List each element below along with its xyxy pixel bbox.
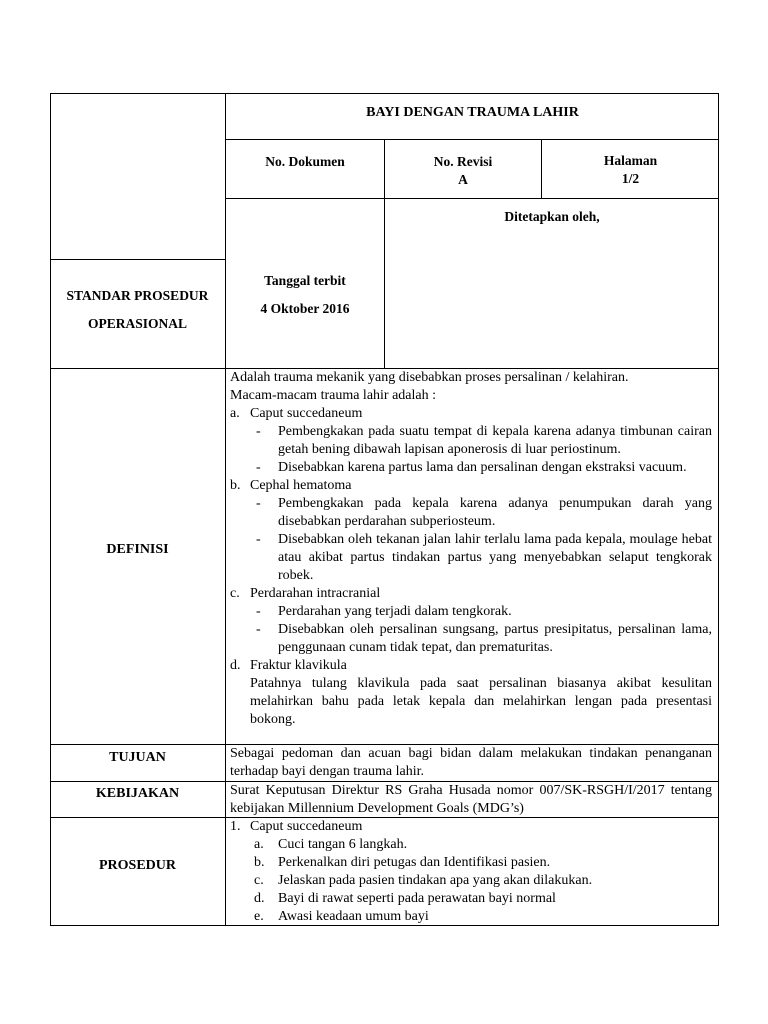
point-text: Disebabkan oleh tekanan jalan lahir terlalu lama pada kepala, moulage hebat atau akibat partus tindakan partus yang menyebabkan selaput tengkorak robek.	[278, 532, 712, 583]
definisi-intro-list: Macam-macam trauma lahir adalah :	[230, 388, 437, 403]
definisi-item-c	[230, 585, 712, 603]
ditetapkan-oleh: Ditetapkan oleh,	[504, 209, 600, 224]
dash-marker: -	[256, 604, 261, 619]
definisi-c-point	[230, 603, 712, 621]
spo-label	[50, 282, 225, 338]
prosedur-step	[230, 890, 712, 908]
definisi-c-point	[230, 621, 712, 657]
tujuan-content: Sebagai pedoman dan acuan bagi bidan dalam melakukan tindakan penanganan terhadap bayi dengan trauma lahir.	[230, 746, 712, 779]
step-text: Cuci tangan 6 langkah.	[278, 837, 408, 852]
halaman-label: Halaman	[603, 153, 658, 168]
dash-marker: -	[256, 622, 261, 637]
item-title: Cephal hematoma	[250, 478, 352, 493]
no-dokumen-label: No. Dokumen	[265, 154, 345, 169]
point-text: Disebabkan oleh persalinan sungsang, partus presipitatus, persalinan lama, penggunaan cunam tidak tepat, dan prematuritas.	[278, 622, 712, 655]
halaman	[542, 152, 719, 188]
step-text: Bayi di rawat seperti pada perawatan bayi normal	[278, 891, 556, 906]
item-title: Perdarahan intracranial	[250, 586, 381, 601]
definisi-item-d	[230, 657, 712, 675]
row-divider-docinfo	[225, 198, 719, 199]
definisi-b-point	[230, 531, 712, 585]
no-revisi-value: A	[458, 172, 468, 187]
definisi-item-a	[230, 405, 712, 423]
row-divider-logo	[50, 259, 225, 260]
prosedur-step	[230, 908, 712, 926]
step-marker: a.	[254, 837, 264, 852]
tanggal-terbit	[226, 267, 384, 323]
col-divider-left	[225, 93, 226, 926]
no-revisi	[385, 153, 541, 189]
step-text: Awasi keadaan umum bayi	[278, 909, 429, 924]
spo-label-line2: OPERASIONAL	[87, 316, 187, 331]
kebijakan-content: Surat Keputusan Direktur RS Graha Husada nomor 007/SK-RSGH/I/2017 tentang kebijakan Millennium Development Goals (MDG’s)	[230, 783, 712, 816]
tanggal-terbit-label: Tanggal terbit	[264, 273, 346, 288]
definisi-a-point	[230, 459, 712, 477]
definisi-a-point	[230, 423, 712, 459]
spo-label-line1: STANDAR PROSEDUR	[66, 288, 209, 303]
point-text: Perdarahan yang terjadi dalam tengkorak.	[278, 604, 512, 619]
item-title: Caput succedaneum	[250, 406, 363, 421]
halaman-value: 1/2	[621, 171, 640, 186]
no-revisi-label: No. Revisi	[433, 154, 493, 169]
step-marker: c.	[254, 873, 264, 888]
definisi-intro: Adalah trauma mekanik yang disebabkan proses persalinan / kelahiran.	[230, 370, 629, 385]
prosedur-label: PROSEDUR	[98, 858, 176, 873]
step-text: Jelaskan pada pasien tindakan apa yang akan dilakukan.	[278, 873, 593, 888]
definisi-b-point	[230, 495, 712, 531]
document-title: BAYI DENGAN TRAUMA LAHIR	[366, 105, 579, 120]
tujuan-label: TUJUAN	[109, 750, 166, 765]
dash-marker: -	[256, 532, 261, 547]
prosedur-content	[230, 818, 712, 926]
tanggal-terbit-value: 4 Oktober 2016	[260, 301, 350, 316]
definisi-item-b	[230, 477, 712, 495]
prosedur-step	[230, 836, 712, 854]
prosedur-item-1	[230, 818, 712, 836]
item-marker: 1.	[230, 819, 241, 834]
item-marker: d.	[230, 658, 241, 673]
step-marker: b.	[254, 855, 265, 870]
item-title: Fraktur klavikula	[250, 658, 347, 673]
prosedur-step	[230, 854, 712, 872]
step-text: Perkenalkan diri petugas dan Identifikasi pasien.	[278, 855, 551, 870]
definisi-d-text: Patahnya tulang klavikula pada saat persalinan biasanya akibat kesulitan melahirkan bahu pada letak kepala dan melahirkan lengan pada presentasi bokong.	[250, 676, 712, 727]
step-marker: e.	[254, 909, 264, 924]
point-text: Pembengkakan pada kepala karena adanya penumpukan darah yang disebabkan perdarahan subperiosteum.	[278, 496, 712, 529]
point-text: Disebabkan karena partus lama dan persalinan dengan ekstraksi vacuum.	[278, 460, 687, 475]
point-text: Pembengkakan pada suatu tempat di kepala karena adanya timbunan cairan getah bening dibawah lapisan aponerosis di luar periostinum.	[278, 424, 712, 457]
row-divider-title	[225, 139, 719, 140]
prosedur-step	[230, 872, 712, 890]
dash-marker: -	[256, 424, 261, 439]
kebijakan-label: KEBIJAKAN	[95, 786, 180, 801]
definisi-label: DEFINISI	[106, 542, 169, 557]
item-title: Caput succedaneum	[250, 819, 363, 834]
dash-marker: -	[256, 496, 261, 511]
step-marker: d.	[254, 891, 265, 906]
definisi-content	[230, 369, 712, 729]
dash-marker: -	[256, 460, 261, 475]
item-marker: a.	[230, 406, 240, 421]
item-marker: c.	[230, 586, 240, 601]
item-marker: b.	[230, 478, 241, 493]
